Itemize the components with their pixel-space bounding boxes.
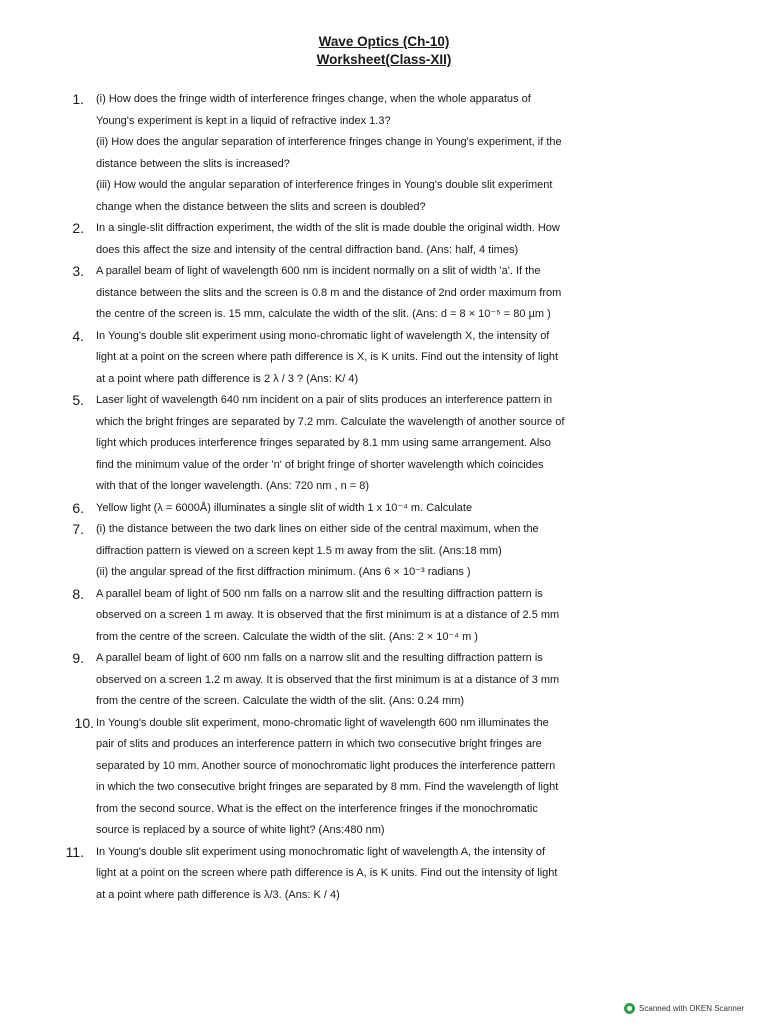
- question-line: Yellow light (λ = 6000Å) illuminates a single slit of width 1 x 10⁻⁴ m. Calculate: [96, 501, 473, 514]
- question-number: 2.: [72, 220, 84, 236]
- question-line: distance between the slits is increased?: [96, 157, 290, 170]
- question-number: 5.: [72, 392, 84, 408]
- question-line: A parallel beam of light of 600 nm falls on a narrow slit and the resulting diffraction pattern is: [96, 652, 543, 664]
- question-line: light at a point on the screen where path difference is X, is K units. Find out the intensity of light: [96, 351, 559, 363]
- question-line: (ii) the angular spread of the first diffraction minimum. (Ans 6 × 10⁻³ radians ): [96, 566, 471, 578]
- question-line: find the minimum value of the order 'n' of bright fringe of shorter wavelength which coincides: [96, 458, 544, 471]
- question-item: [0, 89, 768, 218]
- question-line: with that of the longer wavelength. (Ans: 720 nm , n = 8): [96, 480, 370, 492]
- question-item: [0, 326, 768, 391]
- question-number: 1.: [72, 91, 84, 107]
- question-line: distance between the slits and the screen is 0.8 m and the distance of 2nd order maximum from: [96, 286, 562, 299]
- question-line: A parallel beam of light of wavelength 600 nm is incident normally on a slit of width 'a'. If the: [96, 265, 541, 277]
- question-line: pair of slits and produces an interference pattern in which two consecutive bright fringes are: [96, 738, 542, 750]
- question-line: light at a point on the screen where path difference is A, is K units. Find out the intensity of light: [96, 867, 558, 879]
- question-number: 8.: [72, 585, 84, 602]
- question-item: [0, 648, 768, 713]
- question-line: source is replaced by a source of white light? (Ans:480 nm): [96, 824, 385, 836]
- question-item: [0, 261, 768, 326]
- question-item: [0, 584, 768, 649]
- question-number: 3.: [72, 263, 84, 279]
- question-line: In Young's double slit experiment, mono-chromatic light of wavelength 600 nm illuminates the: [96, 716, 549, 729]
- question-line: light which produces interference fringes separated by 8.1 mm using same arrangement. Also: [96, 437, 551, 449]
- question-item: [0, 519, 768, 584]
- question-number: 4.: [72, 327, 84, 344]
- question-item: [0, 390, 768, 498]
- question-line: at a point where path difference is 2 λ / 3 ? (Ans: K/ 4): [96, 372, 359, 385]
- page-subtitle: Worksheet(Class-XII): [316, 52, 452, 67]
- question-line: in which the two consecutive bright fringes are separated by 8 mm. Find the wavelength of light: [96, 781, 559, 793]
- question-item: [0, 218, 768, 261]
- question-line: diffraction pattern is viewed on a screen kept 1.5 m away from the slit. (Ans:18 mm): [96, 544, 502, 557]
- question-item: [0, 713, 768, 842]
- question-line: A parallel beam of light of 500 nm falls on a narrow slit and the resulting diffraction pattern is: [96, 587, 543, 600]
- scanner-watermark: [624, 1003, 744, 1014]
- question-number: 7.: [72, 521, 84, 537]
- question-line: separated by 10 mm. Another source of monochromatic light produces the interference pattern: [96, 759, 556, 772]
- question-number: 10.: [74, 714, 94, 731]
- question-line: from the second source. What is the effect on the interference fringes if the monochromatic: [96, 802, 538, 815]
- question-line: from the centre of the screen. Calculate the width of the slit. (Ans: 2 × 10⁻⁴ m ): [96, 630, 478, 643]
- question-number: 9.: [72, 650, 84, 666]
- question-line: change when the distance between the slits and screen is doubled?: [96, 200, 426, 213]
- question-line: from the centre of the screen. Calculate the width of the slit. (Ans: 0.24 mm): [96, 695, 465, 707]
- question-list: [0, 89, 768, 906]
- question-number: 6.: [72, 499, 84, 516]
- question-line: (iii) How would the angular separation of interference fringes in Young's double slit experiment: [96, 179, 553, 191]
- question-line: (i) the distance between the two dark lines on either side of the central maximum, when the: [96, 523, 539, 535]
- question-line: observed on a screen 1.2 m away. It is observed that the first minimum is at a distance of 3 mm: [96, 673, 560, 686]
- question-line: (i) How does the fringe width of interference fringes change, when the whole apparatus of: [96, 93, 531, 105]
- question-item: [0, 842, 768, 907]
- question-line: which the bright fringes are separated by 7.2 mm. Calculate the wavelength of another source of: [96, 415, 565, 428]
- question-line: In a single-slit diffraction experiment, the width of the slit is made double the original width. How: [96, 222, 560, 234]
- question-number: 11.: [65, 843, 84, 860]
- question-line: does this affect the size and intensity of the central diffraction band. (Ans: half, 4 times): [96, 243, 519, 256]
- question-line: In Young's double slit experiment using mono-chromatic light of wavelength X, the intensity of: [96, 329, 550, 342]
- question-item: [0, 498, 768, 520]
- page-title: Wave Optics (Ch-10): [318, 34, 450, 49]
- question-line: the centre of the screen is. 15 mm, calculate the width of the slit. (Ans: d = 8 × 10⁻⁵ = 80 µm ): [96, 308, 551, 320]
- question-line: at a point where path difference is λ/3. (Ans: K / 4): [96, 888, 340, 901]
- scanner-text: Scanned with OKEN Scanner: [639, 1004, 744, 1013]
- question-line: observed on a screen 1 m away. It is observed that the first minimum is at a distance of 2.5 mm: [96, 609, 560, 621]
- question-line: In Young's double slit experiment using monochromatic light of wavelength A, the intensity of: [96, 845, 546, 858]
- scanner-logo-icon: [624, 1003, 635, 1014]
- question-line: (ii) How does the angular separation of interference fringes change in Young's experiment, if the: [96, 136, 562, 148]
- question-line: Young's experiment is kept in a liquid of refractive index 1.3?: [96, 114, 391, 127]
- question-line: Laser light of wavelength 640 nm incident on a pair of slits produces an interference pattern in: [96, 394, 553, 406]
